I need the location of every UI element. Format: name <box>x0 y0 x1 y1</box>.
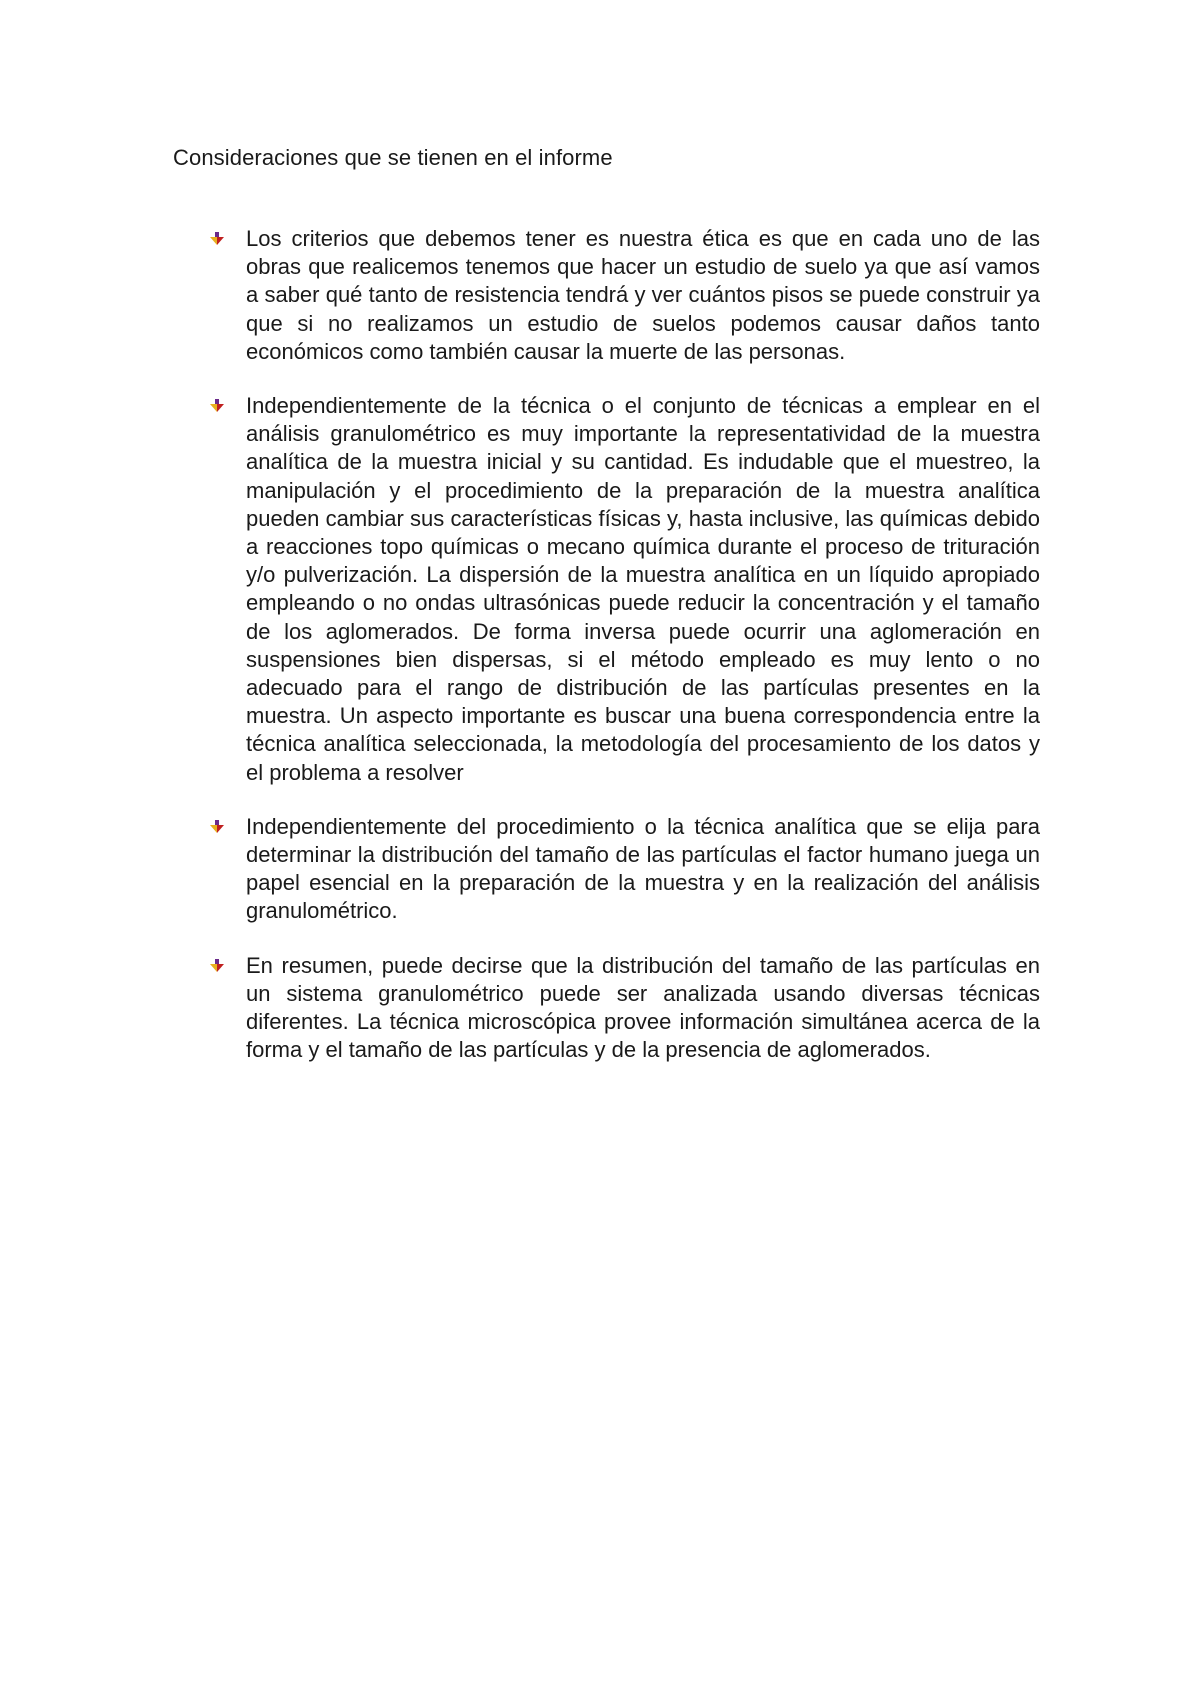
arrow-down-icon <box>210 959 224 973</box>
arrow-down-icon <box>210 399 224 413</box>
list-item <box>210 225 1040 366</box>
bullet-text: Los criterios que debemos tener es nuestra ética es que en cada uno de las obras que realicemos tenemos que hacer un estudio de suelo ya que así vamos a saber qué tanto de resistencia tendrá y ver cuántos pisos se puede construir ya que si no realizamos un estudio de suelos podemos causar daños tanto económicos como también causar la muerte de las personas. <box>246 226 1040 364</box>
arrow-down-icon <box>210 820 224 834</box>
list-item <box>210 392 1040 787</box>
bullet-text: Independientemente del procedimiento o la técnica analítica que se elija para determinar la distribución del tamaño de las partículas el factor humano juega un papel esencial en la preparación de la muestra y en la realización del análisis granulométrico. <box>246 813 1040 924</box>
list-item <box>210 952 1040 1065</box>
list-item <box>210 813 1040 926</box>
considerations-list <box>210 225 1040 1090</box>
bullet-text: Independientemente de la técnica o el conjunto de técnicas a emplear en el análisis granulométrico es muy importante la representatividad de la muestra analítica de la muestra inicial y su cantidad. Es indudable que el muestreo, la manipulación y el procedimiento de la preparación de la muestra analítica pueden cambiar sus características físicas y, hasta inclusive, las químicas debido a reacciones topo químicas o mecano química durante el proceso de trituración y/o pulverización. La dispersión de la muestra analítica en un líquido apropiado empleando o no ondas ultrasónicas puede reducir la concentración y el tamaño de los aglomerados. De forma inversa puede ocurrir una aglomeración en suspensiones bien dispersas, si el método empleado es muy lento o no adecuado para el rango de distribución de las partículas presentes en la muestra. Un aspecto importante es buscar una buena correspondencia entre la técnica analítica seleccionada, la metodología del procesamiento de los datos y el problema a resolver <box>246 393 1040 785</box>
bullet-text: En resumen, puede decirse que la distribución del tamaño de las partículas en un sistema granulométrico puede ser analizada usando diversas técnicas diferentes. La técnica microscópica provee información simultánea acerca de la forma y el tamaño de las partículas y de la presencia de aglomerados. <box>246 952 1040 1063</box>
document-title: Consideraciones que se tienen en el informe <box>173 145 613 170</box>
arrow-down-icon <box>210 232 224 246</box>
